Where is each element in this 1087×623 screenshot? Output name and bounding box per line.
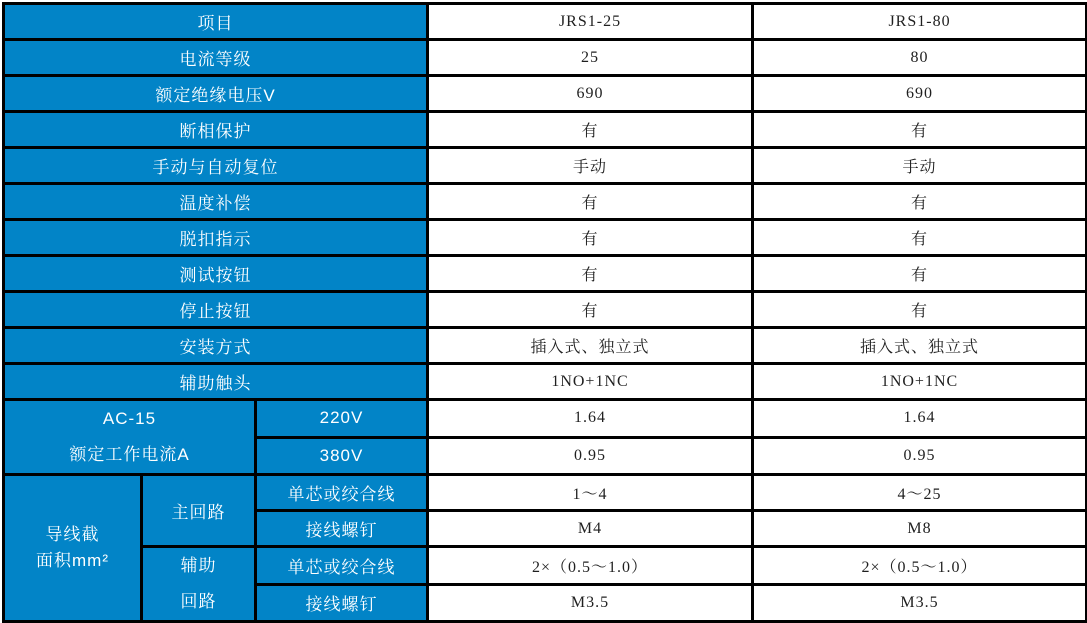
cell-value: 2×（0.5～1.0） (753, 547, 1087, 585)
header-item-label: 项目 (4, 4, 428, 40)
row-label: 电流等级 (4, 40, 428, 76)
cell-value: M8 (753, 511, 1087, 547)
row-label: 温度补偿 (4, 184, 428, 220)
table-row-ac15-220v (4, 400, 1087, 438)
header-row (4, 4, 1087, 40)
row-label: 安装方式 (4, 328, 428, 364)
cell-value: 690 (753, 76, 1087, 112)
table-row-stop-button (4, 292, 1087, 328)
cell-value: 有 (753, 184, 1087, 220)
cell-value: 有 (753, 220, 1087, 256)
cell-value: 插入式、独立式 (428, 328, 753, 364)
table-row-mounting-type (4, 328, 1087, 364)
header-model-jrs1-80: JRS1-80 (753, 4, 1087, 40)
cell-value: M4 (428, 511, 753, 547)
cell-value: 插入式、独立式 (753, 328, 1087, 364)
cell-value: 4～25 (753, 475, 1087, 511)
spec-table (2, 2, 1087, 623)
header-model-jrs1-25: JRS1-25 (428, 4, 753, 40)
table-row-temperature-compensation (4, 184, 1087, 220)
cell-value: 有 (428, 220, 753, 256)
cell-value: 25 (428, 40, 753, 76)
row-sublabel: 单芯或绞合线 (256, 475, 428, 511)
cell-value: M3.5 (428, 584, 753, 622)
cell-value: M3.5 (753, 584, 1087, 622)
wire-label-line2: 面积mm² (36, 551, 109, 570)
row-label: 辅助触头 (4, 364, 428, 400)
cell-value: 690 (428, 76, 753, 112)
ac15-label-line2: 额定工作电流A (69, 445, 190, 464)
cell-value: 80 (753, 40, 1087, 76)
wire-label-line1: 导线截 (45, 525, 100, 544)
cell-value: 有 (753, 256, 1087, 292)
cell-value: 有 (753, 292, 1087, 328)
row-label: 停止按钮 (4, 292, 428, 328)
cell-value: 2×（0.5～1.0） (428, 547, 753, 585)
aux-label-line1: 辅助 (180, 556, 217, 575)
cell-value: 有 (753, 112, 1087, 148)
cell-value: 有 (428, 112, 753, 148)
cell-value: 有 (428, 184, 753, 220)
cell-value: 手动 (428, 148, 753, 184)
cell-value: 0.95 (428, 437, 753, 475)
table-row-phase-failure-protection (4, 112, 1087, 148)
table-row-aux-circuit-wire (4, 547, 1087, 585)
cell-value: 手动 (753, 148, 1087, 184)
ac15-group-label (4, 400, 256, 475)
cell-value: 有 (428, 256, 753, 292)
cell-value: 1～4 (428, 475, 753, 511)
cell-value: 1.64 (428, 400, 753, 438)
table-row-test-button (4, 256, 1087, 292)
cell-value: 1NO+1NC (753, 364, 1087, 400)
row-label: 测试按钮 (4, 256, 428, 292)
table-row-main-circuit-wire (4, 475, 1087, 511)
row-sublabel: 单芯或绞合线 (256, 547, 428, 585)
row-sublabel: 380V (256, 437, 428, 475)
cell-value: 0.95 (753, 437, 1087, 475)
table-row-auxiliary-contacts (4, 364, 1087, 400)
row-sublabel: 接线螺钉 (256, 511, 428, 547)
row-sublabel: 220V (256, 400, 428, 438)
wire-group-label (4, 475, 142, 622)
cell-value: 有 (428, 292, 753, 328)
row-label: 脱扣指示 (4, 220, 428, 256)
main-circuit-label: 主回路 (142, 475, 256, 547)
cell-value: 1.64 (753, 400, 1087, 438)
aux-circuit-label (142, 547, 256, 622)
row-sublabel: 接线螺钉 (256, 584, 428, 622)
aux-label-line2: 回路 (180, 592, 217, 611)
cell-value: 1NO+1NC (428, 364, 753, 400)
table-row-trip-indicator (4, 220, 1087, 256)
row-label: 额定绝缘电压V (4, 76, 428, 112)
row-label: 手动与自动复位 (4, 148, 428, 184)
table-row-current-grade (4, 40, 1087, 76)
table-row-reset-mode (4, 148, 1087, 184)
row-label: 断相保护 (4, 112, 428, 148)
ac15-label-line1: AC-15 (102, 409, 157, 428)
table-row-insulation-voltage (4, 76, 1087, 112)
